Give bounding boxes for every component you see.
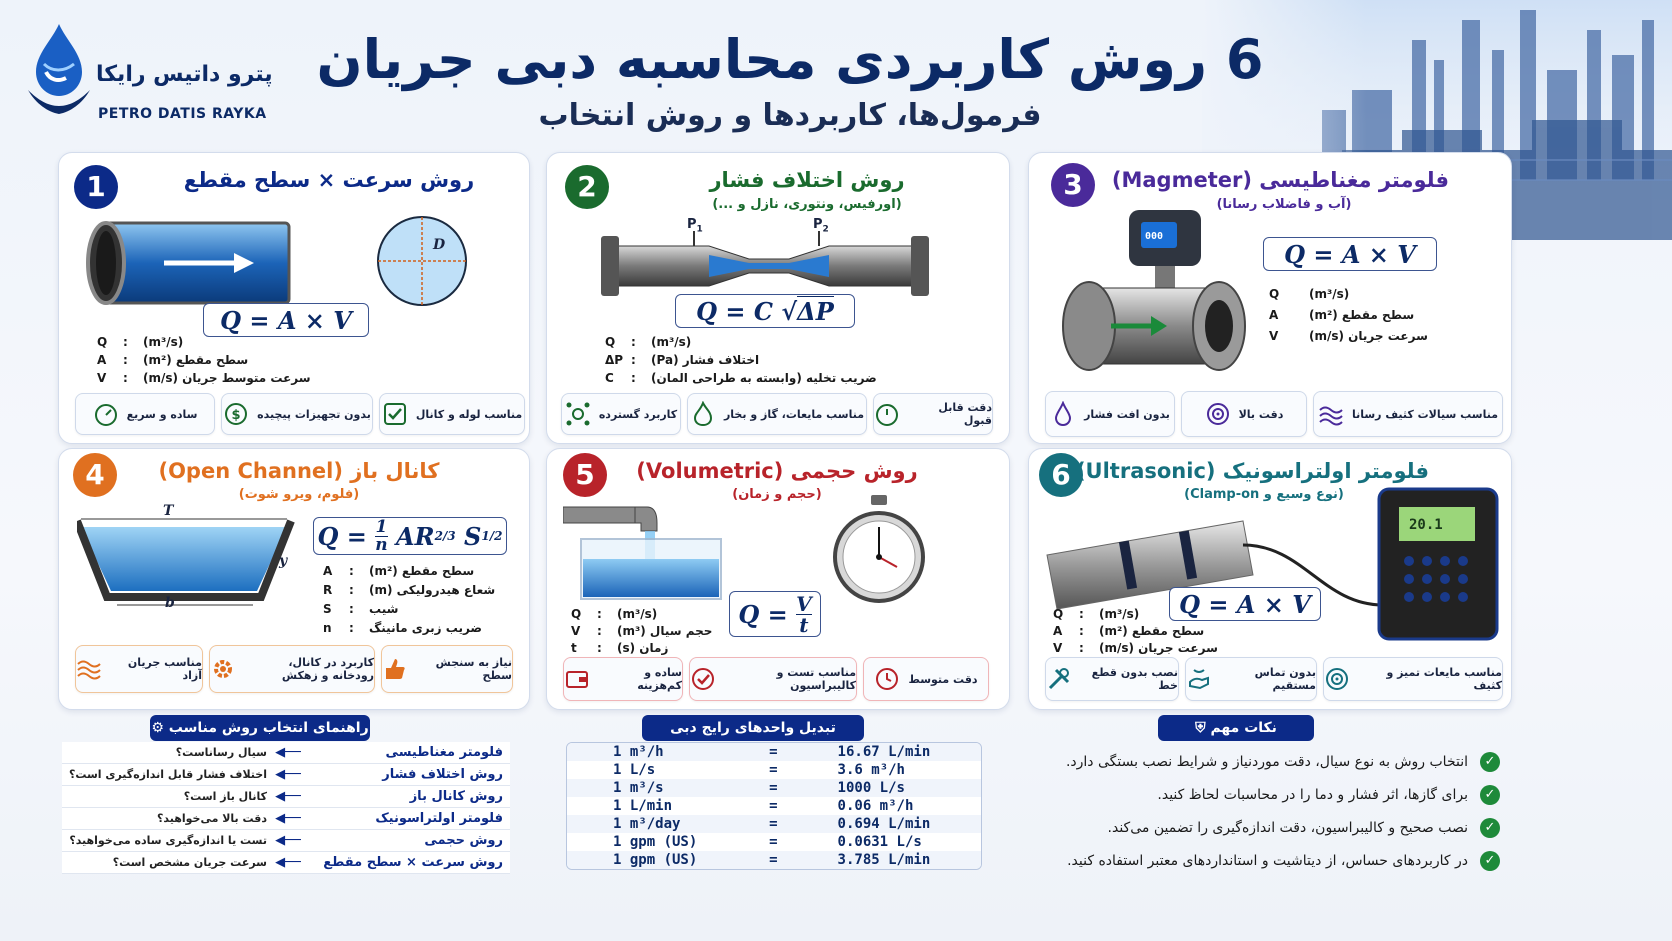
note-item: در کاربردهای حساس، از دیتاشیت و استانداردهای معتبر استفاده کنید. ✓ bbox=[1040, 844, 1500, 877]
feature-item: مناسب جریان آزاد bbox=[75, 645, 203, 693]
waves-icon bbox=[76, 656, 102, 682]
conversion-row: 1 gpm (US) = 3.785 L/min bbox=[567, 851, 981, 869]
conversion-row: 1 L/s = 3.6 m³/h bbox=[613, 762, 905, 778]
features-2 bbox=[561, 393, 993, 435]
feature-item: دقت بالا bbox=[1181, 391, 1307, 437]
method-title-1: روش سرعت × سطح مقطع bbox=[183, 168, 475, 192]
feature-item: کاربرد در کانال، رودخانه و زهکش bbox=[209, 645, 375, 693]
arrow-left-icon: ◀── bbox=[275, 767, 301, 782]
formula-6: Q = A × V bbox=[1169, 587, 1321, 621]
features-1 bbox=[75, 393, 525, 435]
conversion-row: 1 L/min = 0.06 m³/h bbox=[613, 798, 914, 814]
shield-icon: ⛨ bbox=[1195, 720, 1206, 736]
arrow-left-icon: ◀── bbox=[275, 745, 301, 760]
network-icon bbox=[565, 401, 591, 427]
method-card-5 bbox=[546, 448, 1010, 710]
feature-item: ساده و کم‌هزینه bbox=[563, 657, 683, 701]
variables-4: A : سطح مقطع (m²) R : شعاع هیدرولیکی (m) S : شیب n : ضریب زبری مانینگ bbox=[323, 563, 496, 635]
clock-icon bbox=[874, 666, 900, 692]
open-channel-image bbox=[77, 509, 297, 609]
conversion-row: 1 m³/h = 16.67 L/min bbox=[567, 743, 981, 761]
method-subtitle-6: (نوع وسیع و Clamp-on) bbox=[1184, 487, 1344, 502]
method-subtitle-3: (آب و فاضلاب رسانا) bbox=[1216, 197, 1352, 212]
guide-row: دقت بالا می‌خواهید؟ ◀── فلومتر اولتراسونیک bbox=[62, 808, 510, 830]
conversions-header: تبدیل واحدهای رایج دبی bbox=[642, 715, 864, 741]
features-5 bbox=[563, 657, 989, 701]
formula-4: Q = 1 n AR 2/3 S 1/2 bbox=[313, 517, 507, 555]
magmeter-display-value: 000 bbox=[1145, 231, 1164, 242]
method-number-3: 3 bbox=[1051, 163, 1095, 207]
wave-icon bbox=[1318, 401, 1344, 427]
tank-faucet-image bbox=[563, 501, 733, 605]
timer-icon bbox=[874, 401, 900, 427]
guide-row: سرعت جریان مشخص است؟ ◀── روش سرعت × سطح مقطع bbox=[62, 852, 510, 874]
top-width-label: T bbox=[163, 503, 174, 519]
guide-row: کانال باز است؟ ◀── روش کانال باز bbox=[62, 786, 510, 808]
diameter-label: D bbox=[433, 237, 446, 253]
check-circle-icon bbox=[690, 666, 716, 692]
method-title-2: روش اختلاف فشار bbox=[709, 168, 905, 192]
feature-item: مناسب سیالات کثیف رسانا bbox=[1313, 391, 1503, 437]
feature-item: نیاز به سنجش سطح bbox=[381, 645, 513, 693]
thumb-icon bbox=[382, 656, 408, 682]
feature-item: بدون تجهیزات پیچیده $ bbox=[221, 393, 373, 435]
speed-icon bbox=[93, 401, 119, 427]
variables-5: Q : (m³/s) V : حجم سیال (m³) t : زمان (s) bbox=[571, 606, 713, 655]
conversion-row: 1 m³/day = 0.694 L/min bbox=[567, 815, 981, 833]
feature-item: مناسب لوله و کانال bbox=[379, 393, 525, 435]
method-card-1 bbox=[58, 152, 530, 444]
arrow-left-icon: ◀── bbox=[275, 789, 301, 804]
pressure-label-1: $P_1$ bbox=[687, 217, 703, 235]
variables-1: Q : (m³/s) A : سطح مقطع (m²) V : سرعت متوسط جریان (m/s) bbox=[97, 335, 311, 385]
feature-item: دقت متوسط bbox=[863, 657, 989, 701]
method-card-2 bbox=[546, 152, 1010, 444]
feature-item: بدون تماس مستقیم bbox=[1185, 657, 1317, 701]
variables-3: Q (m³/s) A سطح مقطع (m²) V سرعت جریان (m/s) bbox=[1269, 286, 1428, 343]
features-6 bbox=[1045, 657, 1503, 701]
formula-3: Q = A × V bbox=[1263, 237, 1437, 271]
guide-row: تست یا اندازه‌گیری ساده می‌خواهید؟ ◀── روش حجمی bbox=[62, 830, 510, 852]
method-number-2: 2 bbox=[565, 165, 609, 209]
tools-icon bbox=[1046, 666, 1072, 692]
method-card-3 bbox=[1028, 152, 1512, 444]
depth-label: y bbox=[279, 553, 288, 569]
conversions-table bbox=[566, 742, 982, 870]
feature-item: دقت قابل قبول bbox=[873, 393, 993, 435]
flame-icon bbox=[690, 401, 716, 427]
feature-item: ساده و سریع bbox=[75, 393, 215, 435]
formula-5: Q = $\frac{V}{t}$ bbox=[729, 591, 821, 637]
method-number-4: 4 bbox=[73, 453, 117, 497]
drop-icon bbox=[1050, 401, 1076, 427]
features-4 bbox=[75, 645, 513, 693]
variables-2: Q : (m³/s) ΔP : اختلاف فشار (Pa) C : ضریب تخلیه (وابسته به طراحی المان) bbox=[605, 335, 877, 385]
method-subtitle-4: (فلوم، ویرو شوت) bbox=[238, 487, 360, 502]
pipe-flow-image bbox=[84, 213, 294, 313]
notes-list bbox=[1040, 745, 1500, 877]
pipe-cross-section-image bbox=[374, 213, 470, 309]
variables-6: Q : (m³/s) A : سطح مقطع (m²) V : سرعت جریان (m/s) bbox=[1053, 606, 1218, 655]
note-item: انتخاب روش به نوع سیال، دقت موردنیاز و شرایط نصب بستگی دارد. ✓ bbox=[1040, 745, 1500, 778]
wallet-icon bbox=[564, 666, 590, 692]
target-icon bbox=[1205, 401, 1231, 427]
bottom-width-label: b bbox=[165, 595, 175, 611]
page-subtitle: فرمول‌ها، کاربردها و روش انتخاب bbox=[538, 98, 1042, 133]
formula-2: Q = C √ ΔP bbox=[675, 294, 855, 328]
method-number-5: 5 bbox=[563, 453, 607, 497]
method-title-6: فلومتر اولتراسونیک (Ultrasonic) bbox=[1075, 459, 1429, 483]
hand-icon bbox=[1186, 666, 1212, 692]
logo-text-english: PETRO DATIS RAYKA bbox=[98, 106, 267, 122]
method-number-1: 1 bbox=[74, 165, 118, 209]
arrow-left-icon: ◀── bbox=[275, 833, 301, 848]
method-card-6 bbox=[1028, 448, 1512, 710]
pipe-check-icon bbox=[382, 401, 408, 427]
gear-icon: ⚙ bbox=[151, 720, 164, 736]
conversion-row: 1 gpm (US) = 0.0631 L/s bbox=[613, 834, 922, 850]
pressure-label-2: $P_2$ bbox=[813, 217, 829, 235]
arrow-left-icon: ◀── bbox=[275, 811, 301, 826]
check-icon: ✓ bbox=[1480, 818, 1500, 838]
stopwatch-image bbox=[833, 495, 925, 607]
notes-header: نکات مهم ⛨ bbox=[1158, 715, 1314, 741]
svg-text:$: $ bbox=[231, 408, 241, 423]
ultrasonic-display-value: 20.1 bbox=[1409, 517, 1443, 533]
note-item: برای گازها، اثر فشار و دما را در محاسبات لحاظ کنید. ✓ bbox=[1040, 778, 1500, 811]
conversion-row: 1 m³/s = 1000 L/s bbox=[567, 779, 981, 797]
method-subtitle-5: (حجم و زمان) bbox=[732, 487, 822, 502]
note-item: نصب صحیح و کالیبراسیون، دقت اندازه‌گیری را تضمین می‌کند. ✓ bbox=[1040, 811, 1500, 844]
company-logo-icon bbox=[22, 20, 96, 120]
gear-icon bbox=[210, 656, 236, 682]
features-3 bbox=[1045, 391, 1503, 437]
check-icon: ✓ bbox=[1480, 785, 1500, 805]
target-icon bbox=[1324, 666, 1350, 692]
check-icon: ✓ bbox=[1480, 752, 1500, 772]
feature-item: نصب بدون قطع خط bbox=[1045, 657, 1179, 701]
venturi-image bbox=[599, 231, 929, 301]
guide-row: سیال رساناست؟ ◀── فلومتر مغناطیسی bbox=[62, 742, 510, 764]
feature-item: بدون افت فشار bbox=[1045, 391, 1175, 437]
method-subtitle-2: (اورفیس، ونتوری، نازل و ...) bbox=[712, 197, 902, 212]
method-card-4 bbox=[58, 448, 530, 710]
arrow-left-icon: ◀── bbox=[275, 855, 301, 870]
guide-row: اختلاف فشار قابل اندازه‌گیری است؟ ◀── روش اختلاف فشار bbox=[62, 764, 510, 786]
method-title-5: روش حجمی (Volumetric) bbox=[636, 459, 918, 483]
feature-item: کاربرد گسترده bbox=[561, 393, 681, 435]
formula-1: Q = A × V bbox=[203, 303, 369, 337]
selection-guide-table bbox=[62, 742, 510, 874]
method-title-3: فلومتر مغناطیسی (Magmeter) bbox=[1111, 168, 1449, 192]
feature-item: مناسب مایعات تمیز و کثیف bbox=[1323, 657, 1503, 701]
no-cost-icon bbox=[223, 401, 249, 427]
feature-item: مناسب مایعات، گاز و بخار bbox=[687, 393, 867, 435]
feature-item: مناسب تست و کالیبراسیون bbox=[689, 657, 857, 701]
page-title: 6 روش کاربردی محاسبه دبی جریان bbox=[316, 28, 1264, 91]
guide-header: راهنمای انتخاب روش مناسب ⚙ bbox=[150, 715, 370, 741]
logo-text-persian: پترو داتیس رایکا bbox=[96, 62, 273, 87]
method-title-4: کانال باز (Open Channel) bbox=[158, 459, 440, 483]
method-number-6: 6 bbox=[1039, 453, 1083, 497]
check-icon: ✓ bbox=[1480, 851, 1500, 871]
